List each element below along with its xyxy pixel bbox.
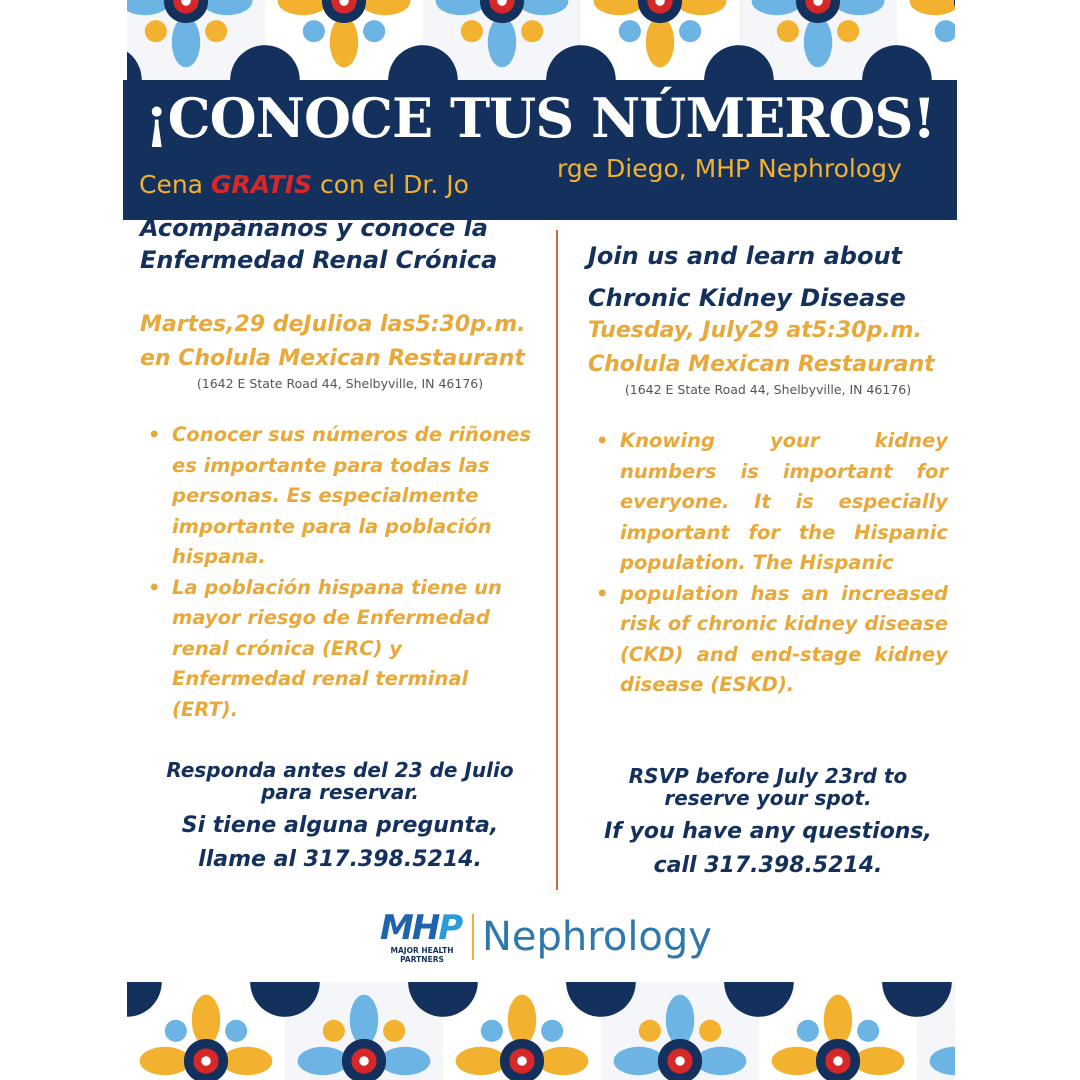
list-item (148, 420, 540, 573)
bullet-dot: • (148, 575, 161, 599)
english-heading-line2: Chronic Kidney Disease (588, 284, 906, 312)
spanish-address: (1642 E State Road 44, Shelbyville, IN 46176) (196, 376, 484, 391)
bullet-dot: • (596, 581, 609, 605)
bottom-tile-border (127, 982, 955, 1080)
bullet-dot: • (596, 429, 609, 452)
title-banner (123, 80, 957, 220)
english-rsvp-line2: reserve your spot. (664, 785, 872, 810)
small-line1: MAJOR HEALTH (390, 946, 454, 955)
spanish-date-line: Martes,29 deJulioa las5:30p.m. (140, 312, 526, 337)
spanish-phone-line: llame al 317.398.5214. (198, 847, 482, 872)
gratis-text: GRATIS (210, 170, 313, 199)
nephrology-wordmark: Nephrology (482, 914, 712, 960)
english-venue-line: Cholula Mexican Restaurant (588, 352, 935, 377)
tile-pattern-bottom (127, 982, 955, 1080)
spanish-questions-line1: Si tiene alguna pregunta, (181, 813, 499, 838)
english-heading-line1: Join us and learn about (588, 242, 903, 270)
spanish-rsvp-line1: Responda antes del 23 de Julio (166, 758, 514, 782)
spanish-heading-line1: Acompáñanos y conoce la (140, 214, 488, 242)
logo-divider (472, 914, 474, 960)
page-title: ¡CONOCE TUS NÚMEROS! (144, 86, 936, 150)
english-phone-line: call 317.398.5214. (653, 852, 883, 878)
mhp-letter-p: P (438, 908, 462, 948)
bullet-text: Conocer sus números de riñones es importante para todas las personas. Es especialmente importante para la población hispana. (172, 423, 532, 568)
english-column (588, 220, 948, 883)
spanish-column (140, 214, 540, 877)
english-date-line: Tuesday, July29 at5:30p.m. (588, 318, 922, 343)
english-address: (1642 E State Road 44, Shelbyville, IN 46176) (624, 382, 912, 397)
top-tile-border (127, 0, 955, 80)
bullet-text: population has an increased risk of chronic kidney disease (CKD) and end-stage kidney disease (ESKD). (620, 581, 948, 696)
english-rsvp-line1: RSVP before July 23rd to (628, 763, 908, 788)
english-bullet-list (588, 426, 948, 701)
small-line2: PARTNERS (400, 955, 444, 964)
spanish-heading-line2: Enfermedad Renal Crónica (140, 246, 498, 274)
column-divider (556, 230, 558, 890)
mhp-letters: MH (380, 908, 439, 948)
bullet-text: La población hispana tiene un mayor riesgo de Enfermedad renal crónica (ERC) y Enfermedad renal terminal (ERT). (172, 575, 502, 721)
list-item (148, 573, 540, 726)
mhp-wordmark (380, 908, 461, 948)
tile-pattern-top (127, 0, 955, 80)
list-item (596, 426, 948, 579)
major-health-partners-text (383, 946, 461, 964)
english-questions-line1: If you have any questions, (604, 818, 932, 844)
subtitle-prefix: Cena (139, 170, 211, 199)
list-item (596, 579, 948, 701)
dinner-subtitle (139, 170, 469, 199)
subtitle-mid: con el Dr. Jo (312, 170, 469, 199)
bullet-text: Knowing your kidney numbers is important for everyone. It is especially important for the Hispanic population. The Hispanic (620, 429, 948, 574)
spanish-rsvp-line2: para reservar. (260, 780, 420, 804)
spanish-bullet-list (140, 420, 540, 725)
bullet-dot: • (148, 423, 161, 446)
doctor-subtitle: rge Diego, MHP Nephrology (557, 154, 902, 183)
spanish-venue-line: en Cholula Mexican Restaurant (140, 346, 525, 371)
mhp-nephrology-logo (380, 908, 710, 968)
